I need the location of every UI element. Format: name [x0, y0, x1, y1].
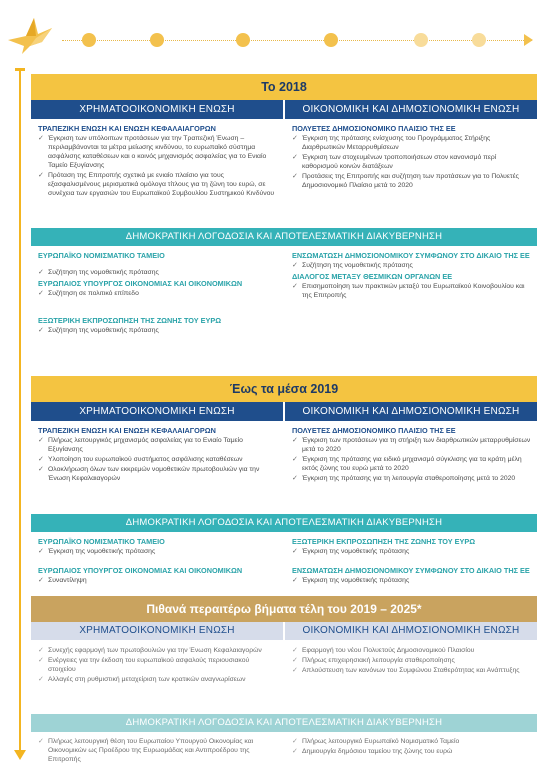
header-financial-union: ΧΡΗΜΑΤΟΟΙΚΟΝΟΜΙΚΗ ΕΝΩΣΗ [31, 100, 283, 119]
check-item: ✓ Προτάσεις της Επιτροπής και συζήτηση των προτάσεων για το Πολυετές Δημοσιονομικό Πλαίσιο μετά το 2020 [292, 172, 531, 190]
section-future-economic [31, 640, 537, 714]
section-title-mid-2019: Έως τα μέσα 2019 [31, 376, 537, 402]
check-item: ✓ Έγκριση των υπόλοιπων προτάσεων για την Τραπεζική Ένωση – περιλαμβάνονται τα μέτρα μείωσης κινδύνου, το ευρωπαϊκό σύστημα ασφάλισης καταθέσεων και ο κοινός μηχανισμός ασφαλείας για το Ενιαίο Ταμείο Εξυγίανσης [38, 134, 277, 170]
subheading: ΠΟΛΥΕΤΕΣ ΔΗΜΟΣΙΟΝΟΜΙΚΟ ΠΛΑΙΣΙΟ ΤΗΣ ΕΕ [292, 124, 456, 133]
arrow-right-icon [524, 34, 533, 46]
header-economic-fiscal-union: ΟΙΚΟΝΟΜΙΚΗ ΚΑΙ ΔΗΜΟΣΙΟΝΟΜΙΚΗ ΕΝΩΣΗ [283, 402, 537, 421]
timeline-dot [150, 33, 164, 47]
democratic-accountability-bar: ΔΗΜΟΚΡΑΤΙΚΗ ΛΟΓΟΔΟΣΙΑ ΚΑΙ ΑΠΟΤΕΛΕΣΜΑΤΙΚΗ ΔΙΑΚΥΒΕΡΝΗΣΗ [31, 228, 537, 246]
check-item: ✓ Συζήτηση της νομοθετικής πρότασης [38, 268, 277, 277]
column-right [283, 640, 537, 714]
check-item: ✓ Έγκριση της πρότασης για τη λειτουργία σταθεροποίησης μετά το 2020 [292, 474, 531, 483]
header-financial-union: ΧΡΗΜΑΤΟΟΙΚΟΝΟΜΙΚΗ ΕΝΩΣΗ [31, 622, 283, 640]
section-2018-headers [31, 100, 537, 119]
header-economic-fiscal-union: ΟΙΚΟΝΟΜΙΚΗ ΚΑΙ ΔΗΜΟΣΙΟΝΟΜΙΚΗ ΕΝΩΣΗ [283, 100, 537, 119]
column-left [31, 532, 283, 596]
column-left [31, 640, 283, 714]
democratic-accountability-bar: ΔΗΜΟΚΡΑΤΙΚΗ ΛΟΓΟΔΟΣΙΑ ΚΑΙ ΑΠΟΤΕΛΕΣΜΑΤΙΚΗ ΔΙΑΚΥΒΕΡΝΗΣΗ [31, 514, 537, 532]
subheading: ΤΡΑΠΕΖΙΚΗ ΕΝΩΣΗ ΚΑΙ ΕΝΩΣΗ ΚΕΦΑΛΑΙΑΓΟΡΩΝ [38, 426, 216, 435]
check-item: ✓ Πλήρως επιχειρησιακή λειτουργία σταθεροποίησης [292, 656, 531, 665]
check-item: ✓ Πλήρως λειτουργική θέση του Ευρωπαίου Υπουργού Οικονομίας και Οικονομικών ως Προέδρου της Ευρωομάδας και Αντιπροέδρου της Επιτροπής [38, 737, 277, 764]
democratic-accountability-bar: ΔΗΜΟΚΡΑΤΙΚΗ ΛΟΓΟΔΟΣΙΑ ΚΑΙ ΑΠΟΤΕΛΕΣΜΑΤΙΚΗ ΔΙΑΚΥΒΕΡΝΗΣΗ [31, 714, 537, 732]
subheading: ΕΥΡΩΠΑΪΚΟ ΝΟΜΙΣΜΑΤΙΚΟ ΤΑΜΕΙΟ [38, 251, 165, 260]
header-financial-union: ΧΡΗΜΑΤΟΟΙΚΟΝΟΜΙΚΗ ΕΝΩΣΗ [31, 402, 283, 421]
dove-icon [6, 14, 54, 58]
column-left [31, 246, 283, 376]
subheading: ΤΡΑΠΕΖΙΚΗ ΕΝΩΣΗ ΚΑΙ ΕΝΩΣΗ ΚΕΦΑΛΑΙΑΓΟΡΩΝ [38, 124, 216, 133]
check-item: ✓ Έγκριση της πρότασης για ειδικό μηχανισμό σύγκλισης για τα κράτη μέλη εκτός ζώνης του ευρώ μετά το 2020 [292, 455, 531, 473]
section-title-future: Πιθανά περαιτέρω βήματα τέλη του 2019 – 2025* [31, 596, 537, 622]
column-right [283, 421, 537, 514]
column-right [283, 732, 537, 765]
check-item: ✓ Δημιουργία δημόσιου ταμείου της ζώνης του ευρώ [292, 747, 531, 756]
check-item: ✓ Ολοκλήρωση όλων των εκκρεμών νομοθετικών πρωτοβουλιών για την Ένωση Κεφαλαιαγορών [38, 465, 277, 483]
column-left [31, 421, 283, 514]
arrow-down-icon [14, 750, 26, 760]
check-item: ✓ Έγκριση της νομοθετικής πρότασης [292, 576, 531, 585]
check-item: ✓ Πρόταση της Επιτροπής σχετικά με ενιαίο πλαίσιο για τους εξασφαλισμένους μερισματικά ομόλογα τίτλους για τη ζώνη του ευρώ, σε συνέχεια των εργασιών του Ευρωπαϊκού Συμβουλίου Συστημικού Κινδύνου [38, 171, 277, 198]
check-item: ✓ Συζήτηση της νομοθετικής πρότασης [292, 261, 531, 270]
timeline-dot [82, 33, 96, 47]
header-economic-fiscal-union: ΟΙΚΟΝΟΜΙΚΗ ΚΑΙ ΔΗΜΟΣΙΟΝΟΜΙΚΗ ΕΝΩΣΗ [283, 622, 537, 640]
top-decoration [0, 0, 540, 70]
subheading: ΕΝΣΩΜΑΤΩΣΗ ΔΗΜΟΣΙΟΝΟΜΙΚΟΥ ΣΥΜΦΩΝΟΥ ΣΤΟ ΔΙΚΑΙΟ ΤΗΣ ΕΕ [292, 566, 530, 575]
timeline-dot [236, 33, 250, 47]
section-future-democratic [31, 732, 537, 765]
column-right [283, 532, 537, 596]
section-2018-economic [31, 119, 537, 228]
section-future-headers [31, 622, 537, 640]
vertical-timeline [19, 70, 21, 753]
subheading: ΕΥΡΩΠΑΪΚΟ ΝΟΜΙΣΜΑΤΙΚΟ ΤΑΜΕΙΟ [38, 537, 165, 546]
subheading: ΕΞΩΤΕΡΙΚΗ ΕΚΠΡΟΣΩΠΗΣΗ ΤΗΣ ΖΩΝΗΣ ΤΟΥ ΕΥΡΩ [38, 316, 222, 325]
check-item: ✓ Υλοποίηση του ευρωπαϊκού συστήματος ασφάλισης καταθέσεων [38, 455, 277, 464]
check-item: ✓ Έγκριση των προτάσεων για τη στήριξη των διαρθρωτικών μεταρρυθμίσεων μετά το 2020 [292, 436, 531, 454]
check-item: ✓ Έγκριση των στοχευμένων τροποποιήσεων στον κανονισμό περί καθορισμού κοινών διατάξεων [292, 153, 531, 171]
column-right [283, 119, 537, 228]
timeline-dot [472, 33, 486, 47]
subheading: ΕΥΡΩΠΑΙΟΣ ΥΠΟΥΡΓΟΣ ΟΙΚΟΝΟΜΙΑΣ ΚΑΙ ΟΙΚΟΝΟΜΙΚΩΝ [38, 566, 243, 575]
column-right [283, 246, 537, 376]
column-left [31, 119, 283, 228]
subheading: ΠΟΛΥΕΤΕΣ ΔΗΜΟΣΙΟΝΟΜΙΚΟ ΠΛΑΙΣΙΟ ΤΗΣ ΕΕ [292, 426, 456, 435]
subheading: ΕΝΣΩΜΑΤΩΣΗ ΔΗΜΟΣΙΟΝΟΜΙΚΟΥ ΣΥΜΦΩΝΟΥ ΣΤΟ ΔΙΚΑΙΟ ΤΗΣ ΕΕ [292, 251, 530, 260]
section-mid-economic [31, 421, 537, 514]
check-item: ✓ Συναντίληψη [38, 576, 277, 585]
timeline-dotted-line [62, 40, 532, 41]
subheading: ΕΥΡΩΠΑΙΟΣ ΥΠΟΥΡΓΟΣ ΟΙΚΟΝΟΜΙΑΣ ΚΑΙ ΟΙΚΟΝΟΜΙΚΩΝ [38, 279, 243, 288]
section-title-2018: Το 2018 [31, 74, 537, 100]
check-item: ✓ Συζήτηση σε πολιτικό επίπεδο [38, 289, 277, 298]
subheading: ΔΙΑΛΟΓΟΣ ΜΕΤΑΞΥ ΘΕΣΜΙΚΩΝ ΟΡΓΑΝΩΝ ΕΕ [292, 272, 453, 281]
timeline-dot [324, 33, 338, 47]
roadmap-content [31, 74, 537, 765]
check-item: ✓ Έγκριση της πρότασης ενίσχυσης του Προγράμματος Στήριξης Διαρθρωτικών Μεταρρυθμίσεων [292, 134, 531, 152]
column-left [31, 732, 283, 765]
check-item: ✓ Έγκριση της νομοθετικής πρότασης [292, 547, 531, 556]
check-item: ✓ Πλήρως λειτουργικό Ευρωπαϊκό Νομισματικό Ταμείο [292, 737, 531, 746]
check-item: ✓ Επισημοποίηση των πρακτικών μεταξύ του Ευρωπαϊκού Κοινοβουλίου και της Επιτροπής [292, 282, 531, 300]
check-item: ✓ Ενέργειες για την έκδοση του ευρωπαϊκού ασφαλούς περιουσιακού στοιχείου [38, 656, 277, 674]
check-item: ✓ Αλλαγές στη ρυθμιστική μεταχείριση των κρατικών αναγνωρίσεων [38, 675, 277, 684]
check-item: ✓ Έγκριση της νομοθετικής πρότασης [38, 547, 277, 556]
section-2018-democratic [31, 246, 537, 376]
section-mid-democratic [31, 532, 537, 596]
timeline-dot [414, 33, 428, 47]
check-item: ✓ Συζήτηση της νομοθετικής πρότασης [38, 326, 277, 335]
check-item: ✓ Απλούστευση των κανόνων του Συμφώνου Σταθερότητας και Ανάπτυξης [292, 666, 531, 675]
check-item: ✓ Συνεχής εφαρμογή των πρωτοβουλιών για την Ένωση Κεφαλαιαγορών [38, 646, 277, 655]
check-item: ✓ Εφαρμογή του νέου Πολυετούς Δημοσιονομικού Πλαισίου [292, 646, 531, 655]
check-item: ✓ Πλήρως λειτουργικός μηχανισμός ασφαλείας για το Ενιαίο Ταμείο Εξυγίανσης [38, 436, 277, 454]
section-mid-headers [31, 402, 537, 421]
subheading: ΕΞΩΤΕΡΙΚΗ ΕΚΠΡΟΣΩΠΗΣΗ ΤΗΣ ΖΩΝΗΣ ΤΟΥ ΕΥΡΩ [292, 537, 476, 546]
